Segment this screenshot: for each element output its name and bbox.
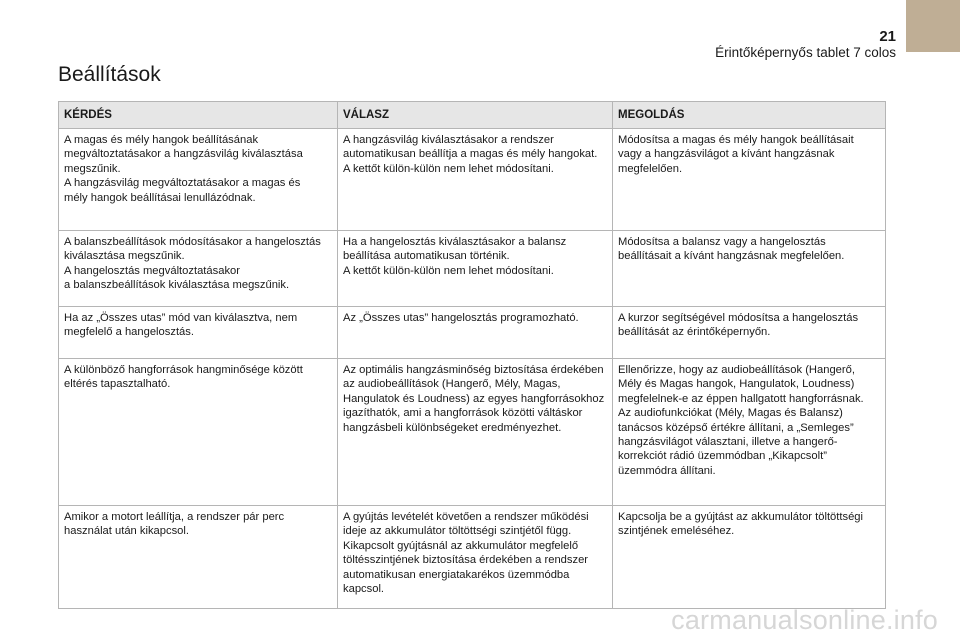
column-header-answer: VÁLASZ bbox=[338, 102, 613, 129]
question-cell bbox=[59, 231, 338, 307]
solution-cell bbox=[613, 307, 886, 359]
answer-cell bbox=[338, 359, 613, 506]
answer-text: A hangzásvilág kiválasztásakor a rendszer automatikusan beállítja a magas és mély hangokat. A kettőt külön-külön nem lehet módosítani. bbox=[343, 134, 598, 175]
answer-cell bbox=[338, 506, 613, 609]
answer-cell bbox=[338, 307, 613, 359]
answer-text: Az optimális hangzásminőség biztosítása érdekében az audiobeállítások (Hangerő, Mély, Magas, Hangulatok és Loudness) az egyes hangforrásokhoz igazíthatók, ami a hangforrások közötti váltáskor hangzásbeli különbségeket eredményezhet. bbox=[343, 364, 605, 434]
column-header-question: KÉRDÉS bbox=[59, 102, 338, 129]
solution-text: A kurzor segítségével módosítsa a hangelosztás beállítását az érintőképernyőn. bbox=[618, 312, 859, 339]
troubleshooting-table bbox=[58, 101, 886, 609]
question-text: A magas és mély hangok beállításának megváltoztatásakor a hangzásvilág kiválasztása megszűnik. A hangzásvilág megváltoztatásakor a magas és mély hangok beállításai lenullázódnak. bbox=[64, 134, 303, 204]
solution-cell bbox=[613, 129, 886, 231]
answer-text: Ha a hangelosztás kiválasztásakor a balansz beállítása automatikusan történik. A kettőt külön-külön nem lehet módosítani. bbox=[343, 236, 567, 277]
solution-cell bbox=[613, 231, 886, 307]
corner-tab bbox=[906, 0, 960, 52]
question-text: Amikor a motort leállítja, a rendszer pár perc használat után kikapcsol. bbox=[64, 511, 285, 538]
column-header-solution: MEGOLDÁS bbox=[613, 102, 886, 129]
page-title: Beállítások bbox=[58, 63, 161, 86]
solution-text: Ellenőrizze, hogy az audiobeállítások (Hangerő, Mély és Magas hangok, Hangulatok, Loudness) megfelelnek-e az éppen hallgatott hangforrásnak. Az audiofunkciókat (Mély, Magas és Balansz) tanácsos középső értékre állítani, a „Semleges” hangzásvilágot választani, illetve a hangerő- korrekciót rádió üzemmódban „Kikapcsolt” üzemmódra állítani. bbox=[618, 364, 864, 477]
question-cell bbox=[59, 307, 338, 359]
table-row bbox=[59, 359, 886, 506]
answer-cell bbox=[338, 231, 613, 307]
answer-cell bbox=[338, 129, 613, 231]
table-row bbox=[59, 307, 886, 359]
answer-text: Az „Összes utas” hangelosztás programozható. bbox=[343, 312, 579, 324]
watermark: carmanualsonline.info bbox=[671, 605, 938, 635]
table-row bbox=[59, 129, 886, 231]
question-cell bbox=[59, 359, 338, 506]
answer-text: A gyújtás levételét követően a rendszer működési ideje az akkumulátor töltöttségi szintjétől függ. Kikapcsolt gyújtásnál az akkumulátor megfelelő töltésszintjének biztosítása érdekében a rendszer automatikusan energiatakarékos üzemmódba kapcsol. bbox=[343, 511, 589, 596]
page-number: 21 bbox=[879, 28, 896, 45]
question-cell bbox=[59, 506, 338, 609]
solution-text: Módosítsa a magas és mély hangok beállításait vagy a hangzásvilágot a kívánt hangzásnak megfelelően. bbox=[618, 134, 854, 175]
solution-cell bbox=[613, 359, 886, 506]
question-cell bbox=[59, 129, 338, 231]
table-row bbox=[59, 506, 886, 609]
solution-text: Módosítsa a balansz vagy a hangelosztás beállításait a kívánt hangzásnak megfelelően. bbox=[618, 236, 845, 263]
solution-cell bbox=[613, 506, 886, 609]
question-text: A balanszbeállítások módosításakor a hangelosztás kiválasztása megszűnik. A hangelosztás megváltoztatásakor a balanszbeállítások kiválasztása megszűnik. bbox=[64, 236, 321, 292]
table-row bbox=[59, 231, 886, 307]
question-text: A különböző hangforrások hangminősége között eltérés tapasztalható. bbox=[64, 364, 303, 391]
solution-text: Kapcsolja be a gyújtást az akkumulátor töltöttségi szintjének emeléséhez. bbox=[618, 511, 864, 538]
question-text: Ha az „Összes utas” mód van kiválasztva, nem megfelelő a hangelosztás. bbox=[64, 312, 298, 339]
section-title: Érintőképernyős tablet 7 colos bbox=[715, 45, 896, 60]
table-header-row bbox=[59, 102, 886, 129]
